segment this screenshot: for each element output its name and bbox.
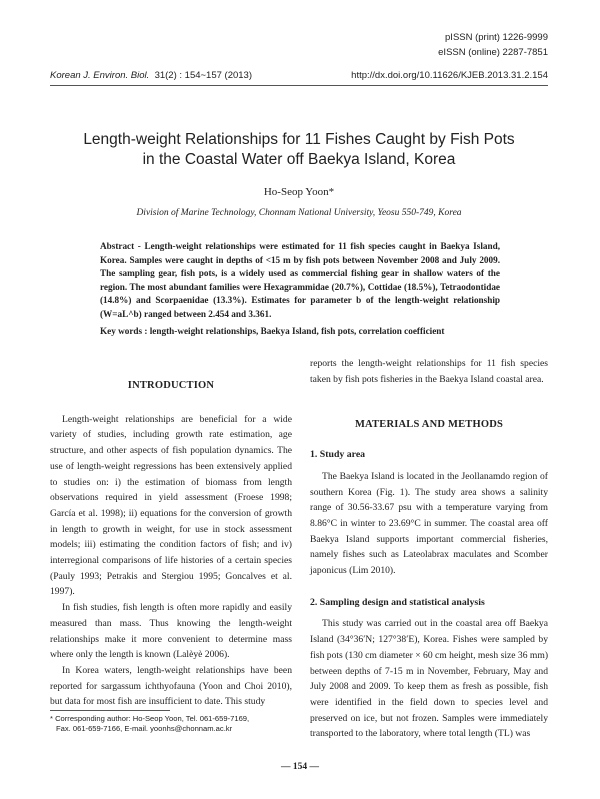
author: Ho-Seop Yoon* (263, 186, 335, 198)
page-number: — 154 — (281, 762, 319, 772)
issn-online: eISSN (online) 2287-7851 (438, 47, 548, 58)
intro-paragraph-continued: reports the length-weight relationships for 11 fish species taken by fish pots fisheries in the Baekya Island coastal area. (310, 358, 548, 385)
sampling-paragraph: This study was carried out in the coastal area off Baekya Island (34°36′N; 127°38′E), Korea. Fishes were sampled by fish pots (130 cm diameter × 60 cm height, mesh size 36 mm) between depths of 7-15 m in November, February, May and July 2008 and 2009. To keep them as fresh as possible, fish were identified in the field down to species level and preserved on ice, but not frozen. Samples were immediately transported to the laboratory, where total length (TL) was (310, 618, 549, 740)
intro-paragraph-2: In fish studies, fish length is often more rapidly and easily measured than mass. Thus knowing the length-weight relationships make it more convenient to determine mass where only the length is known (Lalèyè 2006). (50, 602, 292, 661)
issn-print: pISSN (print) 1226-9999 (445, 32, 548, 43)
paper-title-line1: Length-weight Relationships for 11 Fishes Caught by Fish Pots (83, 131, 515, 148)
footnote-rule (50, 710, 170, 711)
footnote (50, 714, 300, 734)
header-rule (50, 85, 548, 86)
footnote-line-1: * Corresponding author: Ho-Seop Yoon, Tel. 061-659-7169, (50, 714, 250, 723)
journal-volume: 31(2) : 154~157 (2013) (154, 70, 253, 81)
study-area-paragraph: The Baekya Island is located in the Jeollanamdo region of southern Korea (Fig. 1). The study area shows a salinity range of 30.56-33.67 psu with a temperature varying from 8.86°C in winter to 23.69°C in summer. The coastal area off Baekya Island supports important commercial fisheries, namely fishes such as Lateolabrax maculates and Scomber japonicus (Lim 2010). (310, 470, 548, 577)
study-area-subheading: 1. Study area (310, 449, 366, 461)
sampling-subheading: 2. Sampling design and statistical analysis (310, 596, 485, 608)
abstract: Abstract - Length-weight relationships were estimated for 11 fish species caught in Baekya Island, Korea. Samples were caught in depths of <15 m by fish pots between November 2008 and July 2009. The sampling gear, fish pots, is a widely used as commercial fishing gear in shallow waters of the region. The most abundant families were Hexagrammidae (20.7%), Cottidae (18.5%), Tetraodontidae (14.8%) and Scorpaenidae (13.3%). Estimates for parameter b of the length-weight relationship (W=aL^b) ranged between 2.454 and 3.361. (100, 241, 500, 319)
footnote-line-2: Fax. 061-659-7166, E-mail. yoonhs@chonnam.ac.kr (56, 724, 233, 733)
doi-link[interactable]: http://dx.doi.org/10.11626/KJEB.2013.31.2.154 (351, 70, 548, 81)
running-header-journal (50, 70, 252, 81)
keywords: Key words : length-weight relationships, Baekya Island, fish pots, correlation coefficient (100, 326, 445, 336)
intro-paragraph-3: In Korea waters, length-weight relationships have been reported for sargassum ichthyofauna (Yoon and Choi 2010), but data for most fish are insufficient to date. This study (50, 664, 292, 708)
left-column (50, 378, 292, 710)
paper-title-line2: in the Coastal Water off Baekya Island, Korea (142, 151, 456, 168)
intro-paragraph-1: Length-weight relationships are beneficial for a wide variety of studies, including growth rate estimation, age structure, and other aspects of fish population dynamics. The use of length-weight regressions has been extensively applied to studies on: i) the estimation of biomass from length observations required in yield assessment (Froese 1998; García et al. 1998); ii) equations for the conversion of growth in length to growth in weight, for use in stock assessment models; iii) estimating the condition factors of fish; and iv) interregional comparisons of life histories of a certain species (Pauly 1993; Petrakis and Stergiou 1995; Goncalves et al. 1997). (50, 413, 292, 598)
methods-heading: MATERIALS AND METHODS (354, 419, 504, 431)
journal-name: Korean J. Environ. Biol. (50, 70, 150, 81)
introduction-heading: INTRODUCTION (127, 380, 215, 391)
right-column (310, 356, 548, 742)
affiliation: Division of Marine Technology, Chonnam National University, Yeosu 550-749, Korea (136, 208, 462, 218)
